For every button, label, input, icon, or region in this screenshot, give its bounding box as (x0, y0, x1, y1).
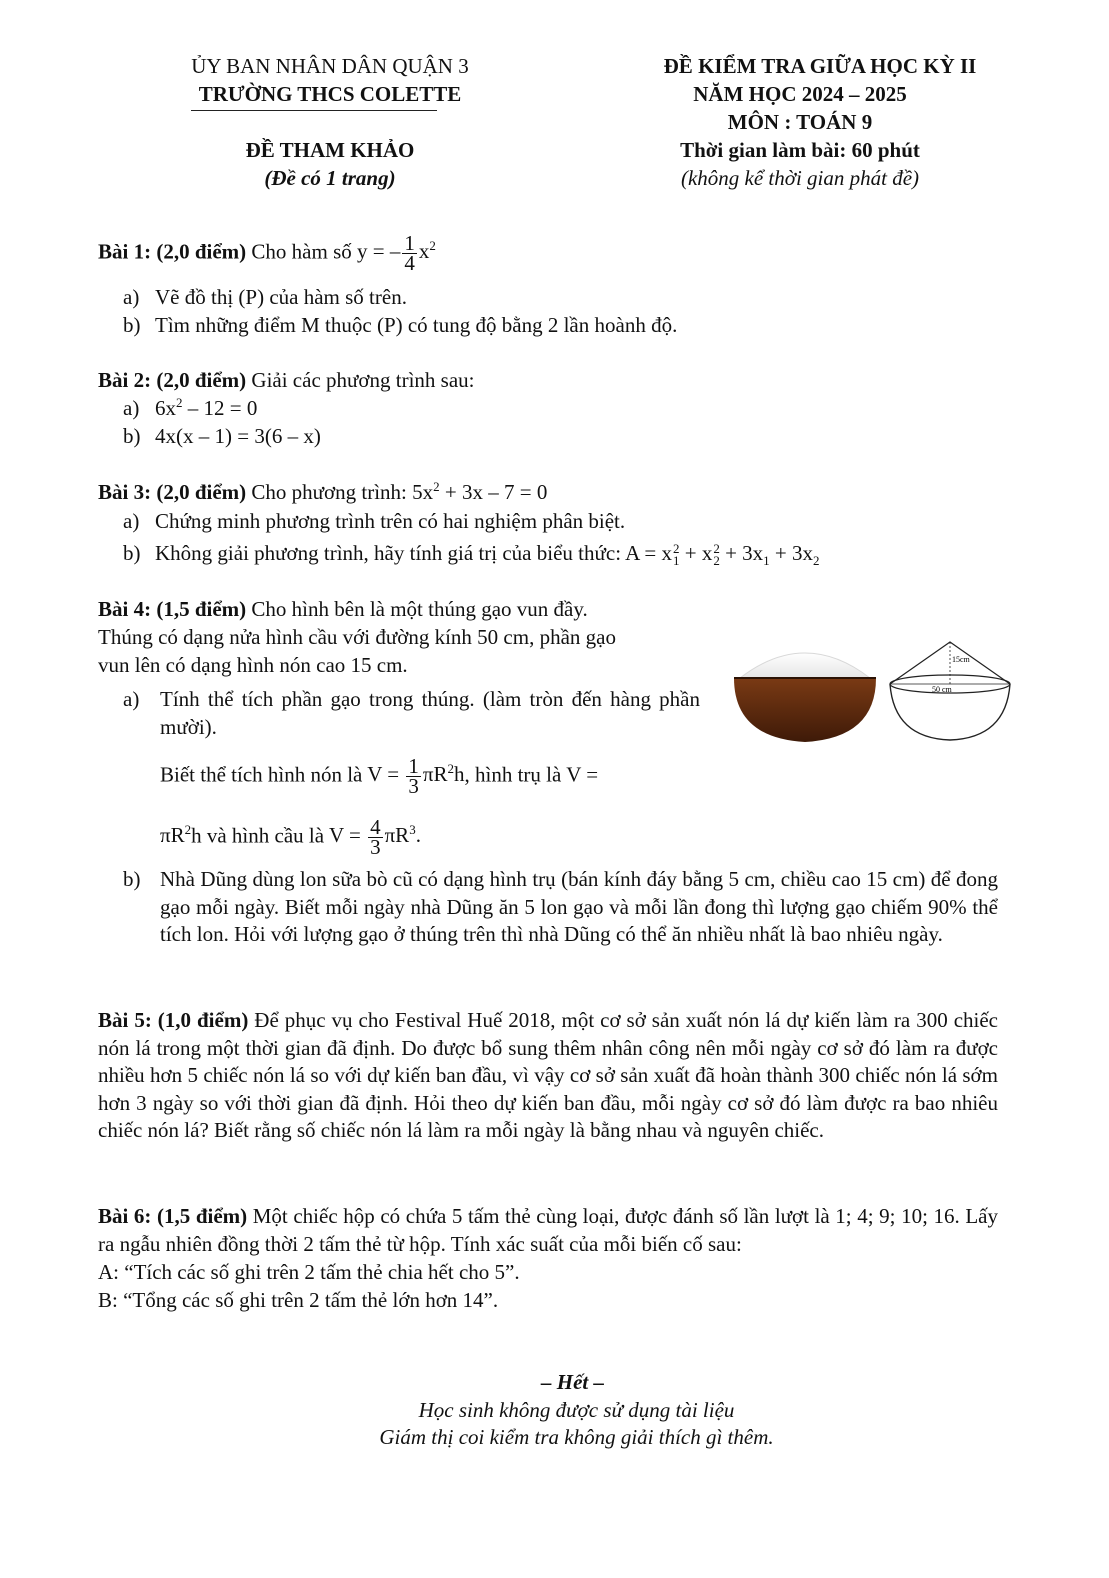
bai3-equation: $5x^2 + 3x - 7 = 0$ (412, 479, 548, 504)
bai3-title: Bài 3: (2,0 điểm) (98, 480, 247, 504)
bai3-heading (98, 479, 547, 506)
header-left-line2: TRƯỜNG THCS COLETTE (198, 82, 462, 106)
bai6-title: Bài 6: (1,5 điểm) (98, 1204, 248, 1228)
footer-note2: Giám thị coi kiểm tra không giải thích gì thêm. (379, 1425, 774, 1449)
bai5 (98, 1007, 998, 1145)
header-left-line3: ĐỀ THAM KHẢO (245, 138, 415, 162)
header-left-line4: (Đề có 1 trang) (264, 166, 396, 190)
diagram-diameter-label: 50 cm (932, 685, 952, 694)
bai3-text: Cho phương trình: (246, 480, 413, 504)
bai1-title: Bài 1: (2,0 điểm) (98, 239, 247, 264)
bai5-text: Để phục vụ cho Festival Huế 2018, một cơ sở sản xuất nón lá dự kiến làm ra 300 chiếc nón lá trong một thời gian đã định. Do được bổ sung thêm nhân công nên mỗi ngày cơ sở đó làm ra được nhiều hơn 5 chiếc nón lá so với dự kiến ban đầu, vì vậy cơ sở sản xuất đã hoàn thành 300 chiếc nón lá sớm hơn 3 ngày so với thời gian đã định. Hỏi theo dự kiến ban đầu, mỗi ngày cơ sở đó làm được ra bao nhiêu chiếc nón lá? Biết rằng số chiếc nón lá làm ra mỗi ngày là bằng nhau và nguyên chiếc. (98, 1008, 998, 1142)
bai1-a: a) Vẽ đồ thị (P) của hàm số trên. (123, 285, 407, 309)
bai3-a: a) Chứng minh phương trình trên có hai nghiệm phân biệt. (123, 509, 626, 533)
bai4-b-label: b) (123, 867, 141, 891)
bai1-b: b) Tìm những điểm M thuộc (P) có tung độ bằng 2 lần hoành độ. (123, 313, 678, 337)
bai6-text: Một chiếc hộp có chứa 5 tấm thẻ cùng loại, được đánh số lần lượt là 1; 4; 9; 10; 16. Lấy ra ngẫu nhiên đồng thời 2 tấm thẻ từ hộp. Tính xác suất của mỗi biến cố sau: (98, 1204, 998, 1256)
bai4-title: Bài 4: (1,5 điểm) (98, 597, 247, 621)
rice-basket-image (730, 638, 880, 744)
header-right-line4: Thời gian làm bài: 60 phút (680, 138, 920, 162)
footer-note1: Học sinh không được sử dụng tài liệu (418, 1398, 735, 1422)
header-right-line1: ĐỀ KIỂM TRA GIỮA HỌC KỲ II (663, 54, 977, 78)
header-right-line2: NĂM HỌC 2024 – 2025 (693, 82, 907, 106)
bai4-hint-line1: Biết thể tích hình nón là V = $\frac{1}{3}$ $\pi R^2h$, hình trụ là V = (160, 754, 599, 798)
header-divider (191, 110, 437, 111)
bai5-title: Bài 5: (1,0 điểm) (98, 1008, 249, 1032)
bai3-b: b) Không giải phương trình, hãy tính giá trị của biểu thức: A = x 2 1 + x 2 2 + $3x_1 + 3x_2$ (123, 541, 820, 569)
bai6 (98, 1203, 998, 1258)
bai4-line2: Thúng có dạng nửa hình cầu với đường kính 50 cm, phần gạo (98, 625, 616, 649)
header-right-line5: (không kể thời gian phát đề) (680, 166, 920, 190)
bai1-text: Cho hàm số (246, 239, 357, 264)
diagram-height-label: 15cm (952, 655, 970, 664)
bai4-hint-line2: $\pi R^2h$ và hình cầu là V = $\frac{4}{3}$ $\pi R^3$. (160, 815, 421, 859)
bai6-event-b: B: “Tổng các số ghi trên 2 tấm thẻ lớn hơn 14”. (98, 1288, 499, 1312)
bai1-heading (98, 231, 436, 275)
bai2-heading (98, 367, 475, 394)
header-left-line1: ỦY BAN NHÂN DÂN QUẬN 3 (191, 54, 469, 78)
bai4-a: Tính thể tích phần gạo trong thúng. (làm tròn đến hàng phần mười). (160, 687, 700, 739)
bai2-a: a) $6x^2 - 12 = 0$ (123, 395, 258, 420)
bai2-title: Bài 2: (2,0 điểm) (98, 368, 247, 392)
bai4-a-label: a) (123, 687, 140, 711)
bai4-b: Nhà Dũng dùng lon sữa bò cũ có dạng hình trụ (bán kính đáy bằng 5 cm, chiều cao 15 cm) để đong gạo mỗi ngày. Biết mỗi ngày nhà Dũng ăn 5 lon gạo và mỗi lần đong thì lượng gạo chiếm 90% thể tích lon. Hỏi với lượng gạo ở thúng trên thì nhà Dũng có thể ăn nhiều nhất là bao nhiêu ngày. (160, 867, 998, 946)
bai3-expression: A = x 2 1 + x 2 2 + $3x_1 + 3x_2$ (625, 541, 820, 569)
bai1-function: y = – $\frac{1}{4}$ $x^2$ (357, 231, 436, 275)
header-right-line3: MÔN : TOÁN 9 (727, 110, 873, 134)
bai6-event-a: A: “Tích các số ghi trên 2 tấm thẻ chia hết cho 5”. (98, 1260, 520, 1284)
bai2-b: b) 4x(x – 1) = 3(6 – x) (123, 424, 321, 448)
cone-hemisphere-diagram (886, 634, 1016, 744)
footer-end: – Hết – (541, 1370, 604, 1394)
bai4-line3: vun lên có dạng hình nón cao 15 cm. (98, 653, 408, 677)
bai4-line1: Bài 4: (1,5 điểm) Cho hình bên là một thúng gạo vun đầy. (98, 597, 588, 621)
bai2-text: Giải các phương trình sau: (246, 368, 475, 392)
